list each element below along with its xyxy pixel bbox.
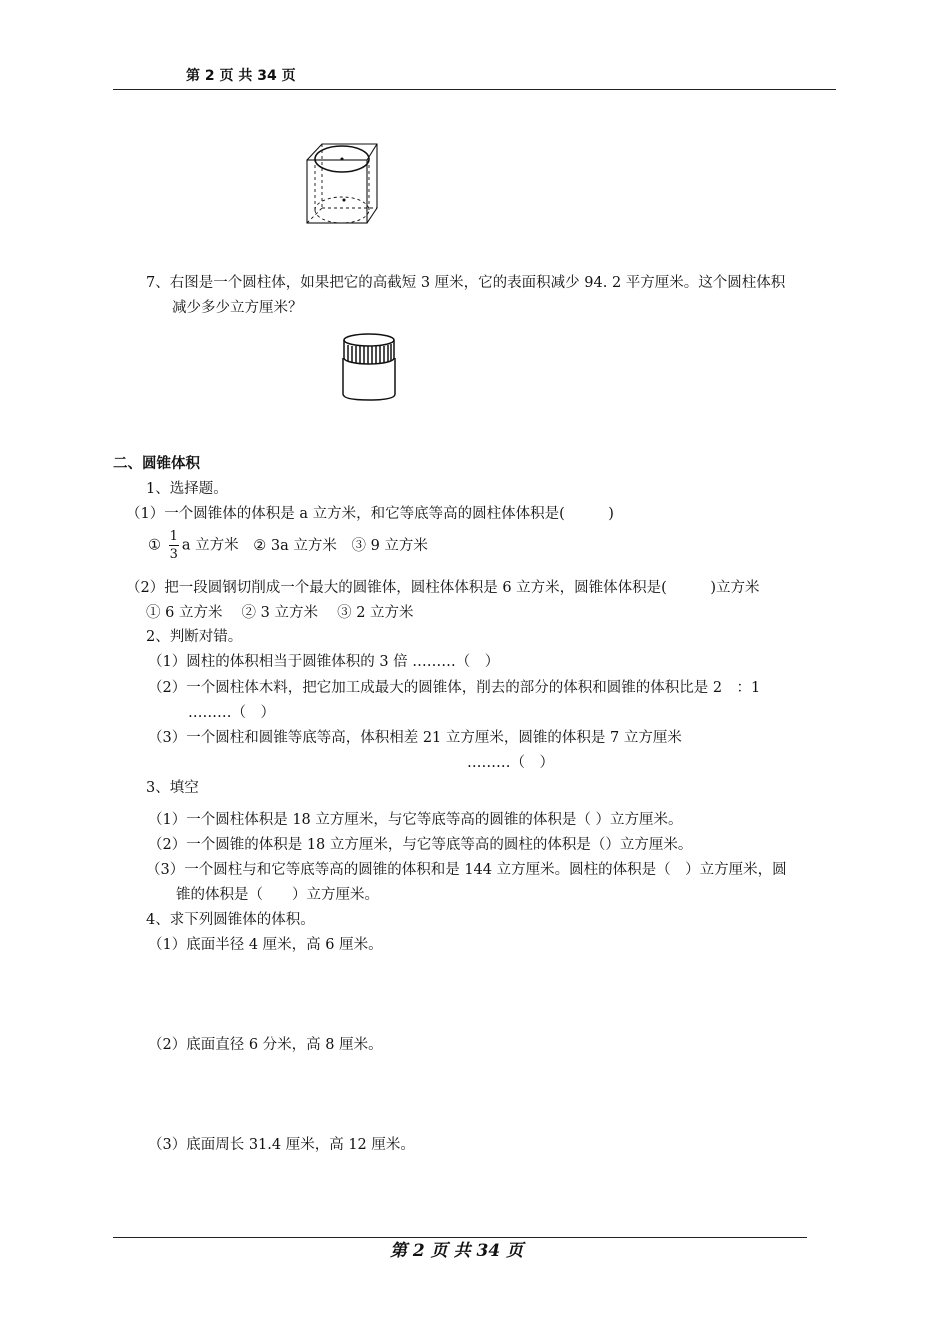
fill-q2: （2）一个圆锥的体积是 18 立方厘米，与它等底等高的圆柱的体积是（）立方厘米。 <box>148 837 693 853</box>
judge-q3-line1: （3）一个圆柱和圆锥等底等高，体积相差 21 立方厘米，圆锥的体积是 7 立方厘米 <box>148 730 682 746</box>
calc-q3: （3）底面周长 31.4 厘米，高 12 厘米。 <box>148 1137 415 1153</box>
fill-q1: （1）一个圆柱体积是 18 立方厘米，与它等底等高的圆锥的体积是（ ）立方厘米。 <box>148 812 683 828</box>
subsection-calc: 4、求下列圆锥体的体积。 <box>146 912 315 928</box>
page-header: 第 2 页 共 34 页 <box>186 68 296 84</box>
option-a-text: a 立方米 <box>181 537 239 554</box>
choice-q2-options: ① 6 立方米 ② 3 立方米 ③ 2 立方米 <box>146 605 414 621</box>
section-title: 二、圆锥体积 <box>113 456 200 472</box>
subsection-judge: 2、判断对错。 <box>146 629 243 645</box>
page-footer: 第 2 页 共 34 页 <box>390 1241 524 1261</box>
subsection-choice: 1、选择题。 <box>146 481 228 497</box>
fraction-numerator: 1 <box>169 529 178 544</box>
calc-q2: （2）底面直径 6 分米，高 8 厘米。 <box>148 1037 383 1053</box>
fraction-denominator: 3 <box>169 547 178 562</box>
judge-q2-line2: ………（ ） <box>188 705 275 721</box>
choice-q1: （1）一个圆锥体的体积是 a 立方米，和它等底等高的圆柱体体积是( ) <box>126 506 614 522</box>
header-rule <box>113 89 836 90</box>
option-b: ② 3a 立方米 <box>253 537 337 554</box>
cylinder-figure <box>338 328 400 402</box>
subsection-fill: 3、填空 <box>146 780 199 796</box>
fill-q3-line2: 锥的体积是（ ）立方厘米。 <box>176 887 379 903</box>
q7-text-line2: 减少多少立方厘米？ <box>172 300 303 316</box>
cube-cylinder-figure <box>302 138 384 228</box>
choice-q1-options <box>148 530 428 561</box>
judge-q3-line2: ………（ ） <box>467 755 554 771</box>
option-c: ③ 9 立方米 <box>351 537 428 554</box>
option-a-marker: ① <box>148 537 161 554</box>
choice-q2: （2）把一段圆钢切削成一个最大的圆锥体，圆柱体体积是 6 立方米，圆锥体体积是( )立方米 <box>126 580 760 596</box>
fill-q3-line1: （3）一个圆柱与和它等底等高的圆锥的体积和是 144 立方厘米。圆柱的体积是（ ）立方厘米，圆 <box>146 862 787 878</box>
calc-q1: （1）底面半径 4 厘米，高 6 厘米。 <box>148 937 383 953</box>
footer-rule <box>113 1237 807 1238</box>
judge-q2-line1: （2）一个圆柱体木料，把它加工成最大的圆锥体，削去的部分的体积和圆锥的体积比是 2 ：1 <box>148 680 761 696</box>
fraction-one-third <box>169 530 179 561</box>
judge-q1: （1）圆柱的体积相当于圆锥体积的 3 倍 ………（ ） <box>148 654 500 670</box>
q7-text-line1: 7、右图是一个圆柱体，如果把它的高截短 3 厘米，它的表面积减少 94. 2 平方厘米。这个圆柱体积 <box>146 275 786 291</box>
